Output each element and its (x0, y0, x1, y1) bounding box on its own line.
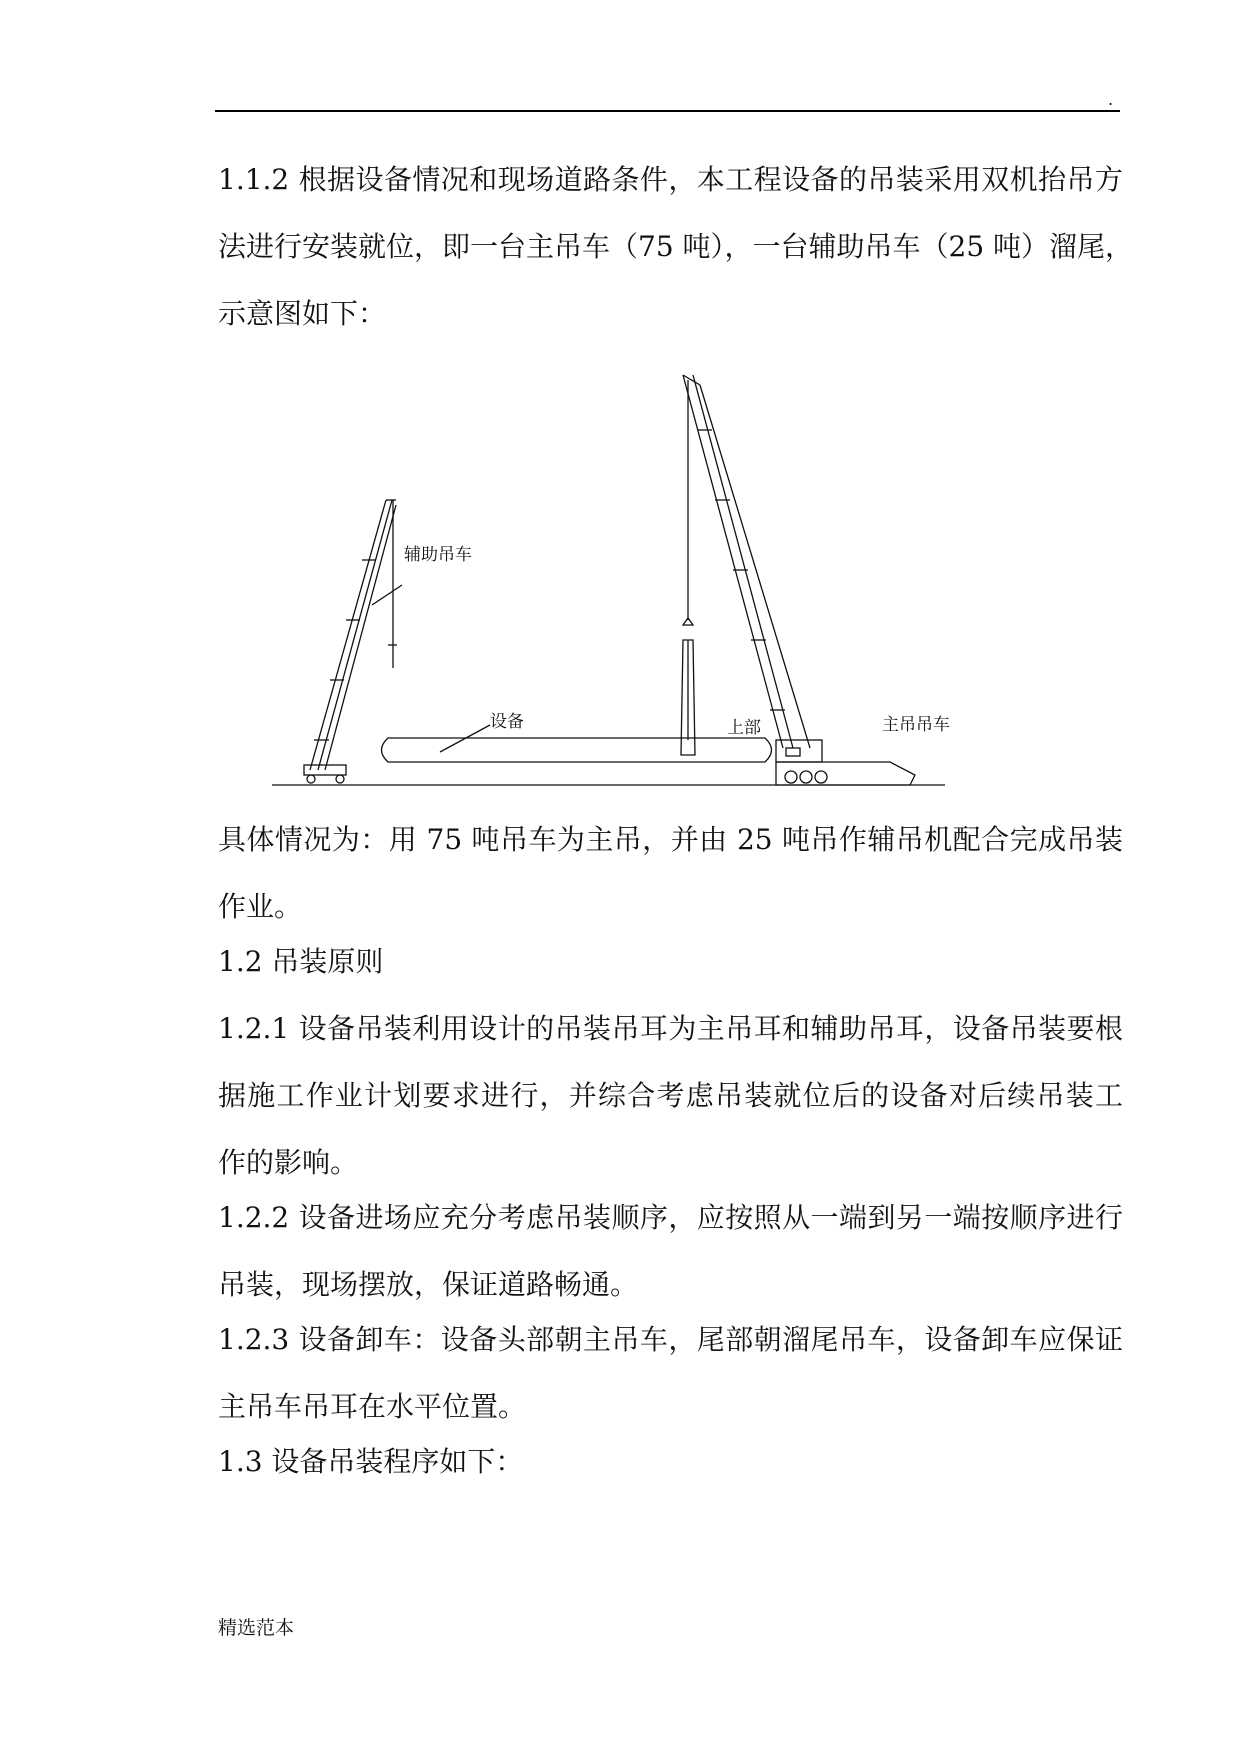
label-equipment: 设备 (490, 712, 524, 732)
paragraph-1-2-3 (218, 1306, 1123, 1440)
label-auxiliary-crane: 辅助吊车 (404, 545, 472, 565)
text-line: 1.2.2 设备进场应充分考虑吊装顺序，应按照从一端到另一端按顺序进行 (218, 1201, 1123, 1234)
text-line: 吊装，现场摆放，保证道路畅通。 (218, 1268, 639, 1301)
text-line: 1.1.2 根据设备情况和现场道路条件，本工程设备的吊装采用双机抬吊方 (218, 163, 1123, 196)
main-crane (681, 375, 915, 785)
paragraph-1-2-1 (218, 995, 1123, 1196)
text-line: 作的影响。 (218, 1146, 359, 1179)
text-line: 法进行安装就位，即一台主吊车（75 吨），一台辅助吊车（25 吨）溜尾， (218, 230, 1134, 263)
text-line: 主吊车吊耳在水平位置。 (218, 1390, 527, 1423)
paragraph-details (218, 806, 1123, 940)
text-line: 具体情况为：用 75 吨吊车为主吊，并由 25 吨吊作辅吊机配合完成吊装 (218, 823, 1123, 856)
text-line: 据施工作业计划要求进行，并综合考虑吊装就位后的设备对后续吊装工 (218, 1079, 1123, 1112)
text-line: 1.2.3 设备卸车：设备头部朝主吊车，尾部朝溜尾吊车，设备卸车应保证 (218, 1323, 1123, 1356)
heading-1-2 (218, 928, 1123, 995)
lifting-diagram (0, 0, 1241, 800)
equipment-vessel (382, 725, 772, 762)
header-mark: . (1108, 90, 1114, 109)
heading-text: 1.2 吊装原则 (218, 945, 384, 978)
label-main-crane: 主吊吊车 (882, 715, 950, 735)
heading-1-3 (218, 1428, 1123, 1495)
text-line: 示意图如下： (218, 297, 387, 330)
auxiliary-crane (304, 500, 402, 783)
label-top-part: 上部 (727, 718, 761, 738)
text-line: 作业。 (218, 890, 303, 923)
text-line: 1.2.1 设备吊装利用设计的吊装吊耳为主吊耳和辅助吊耳，设备吊装要根 (218, 1012, 1123, 1045)
paragraph-1-2-2 (218, 1184, 1123, 1318)
heading-text: 1.3 设备吊装程序如下： (218, 1445, 524, 1478)
footer-text: 精选范本 (218, 1617, 295, 1639)
